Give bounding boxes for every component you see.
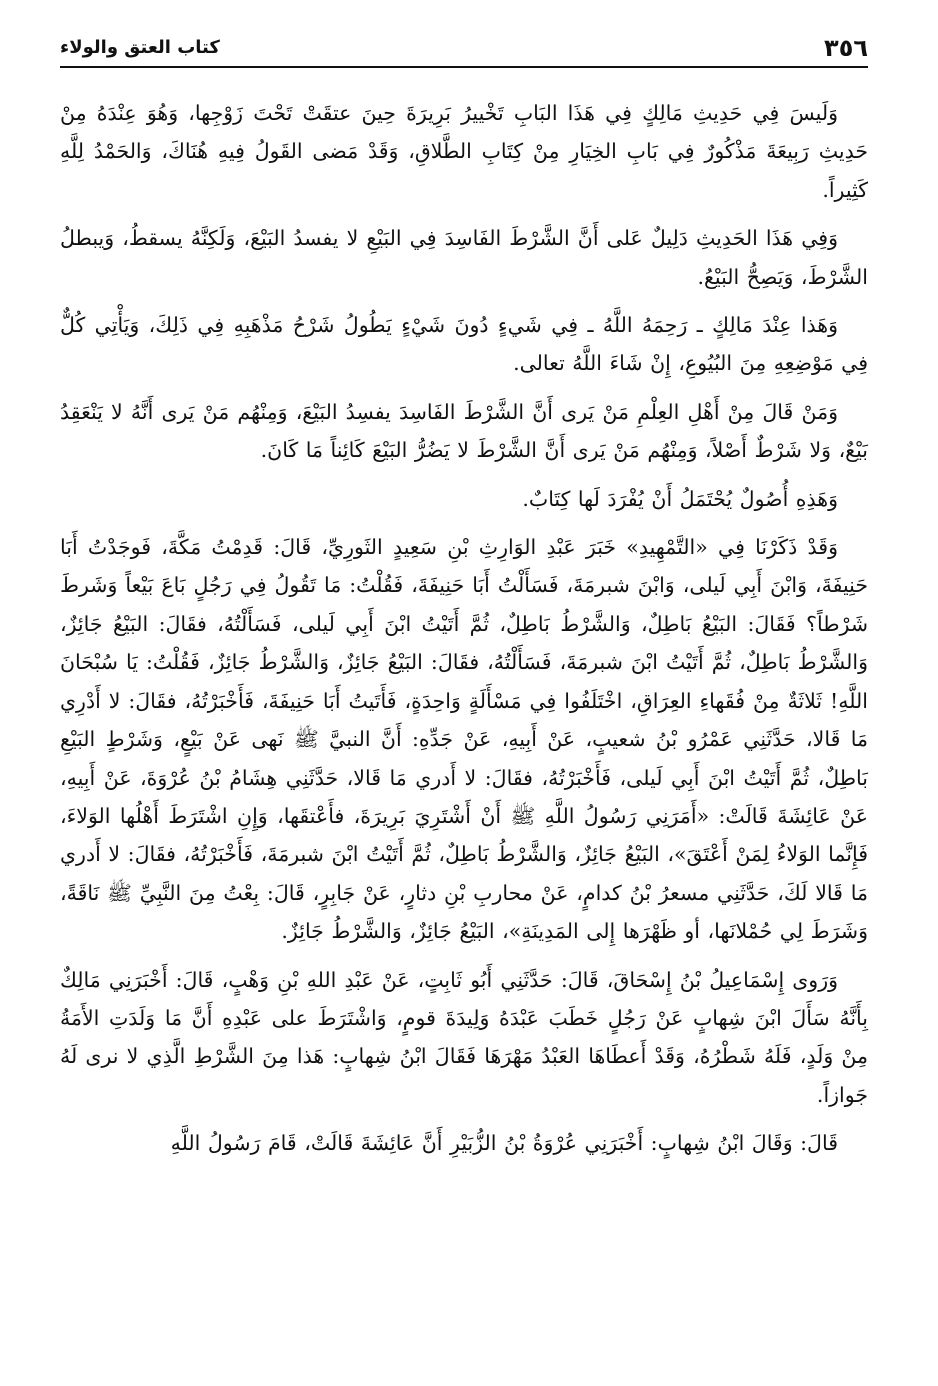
paragraph: وَلَيسَ فِي حَدِيثِ مَالِكٍ فِي هَذَا البَابِ تَخْييرُ بَرِيرَةَ حِينَ عتقَتْ تَحْتَ زَوْجِها، وَهُوَ عِنْدَهُ مِنْ حَدِيثِ رَبِيعَةَ مَذْكُورٌ فِي بَابِ الخِيَارِ مِنْ كِتَابِ الطَّلاقِ، وَقَدْ مَضى القَولُ فِيهِ هُنَاكَ، وَالحَمْدُ لِلَّهِ كَثِيراً. (60, 101, 868, 202)
paragraph: وَقَدْ ذَكَرْنَا فِي «التَّمْهِيدِ» خَبَرَ عَبْدِ الوَارِثِ بْنِ سَعِيدٍ الثَورِيِّ، قَالَ: قَدِمْتُ مَكَّةَ، فَوجَدْتُ أَبَا حَنِيفَةَ، وَابْنَ أَبِي لَيلى، وَابْنَ شبرمَةَ، فَسَأَلْتُ أَبَا حَنِيفَةَ، فَقُلْتُ: مَا تَقُولُ فِي رَجُلٍ بَاعَ بَيْعاً وَشَرطَ شَرْطاً؟ فَقَالَ: البَيْعُ بَاطِلٌ، وَالشَّرْطُ بَاطِلٌ، ثُمَّ أَتَيْتُ ابْنَ أَبِي لَيلى، فَسَأَلْتُهُ، فقَالَ: البَيْعُ جَائِزٌ، وَالشَّرْطُ بَاطِلٌ، ثُمَّ أَتَيْتُ ابْنَ شبرمَةَ، فَسَأَلْتُهُ، فقَالَ: البَيْعُ جَائِزٌ، وَالشَّرْطُ جَائِزٌ، فَقُلْتُ: يَا سُبْحَانَ اللَّهِ! ثَلاثَةٌ مِنْ فُقَهاءِ العِرَاقِ، اخْتَلَفُوا فِي مَسْأَلَةٍ وَاحِدَةٍ، فَأَتَيتُ أَبَا حَنِيفَةَ، فَأَخْبَرْتُهُ، فقَالَ: لا أَدْرِي مَا قَالا، حَدَّثَنِي عَمْرُو بْنُ شعيبٍ، عَنْ أَبِيهِ، عَنْ جَدِّهِ: أَنَّ النبيَّ ﷺ نَهى عَنْ بَيْعٍ، وَشَرْطٍ البَيْعِ بَاطِلٌ، ثُمَّ أَتَيْتُ ابْنَ أَبِي لَيلى، فَأَخْبَرْتُهُ، فقَالَ: لا أَدري مَا قَالا، حَدَّثَنِي هِشَامُ بْنُ عُرْوَةَ، عَنْ أَبِيهِ، عَنْ عَائِشَةَ قَالَتْ: «أَمَرَنِي رَسُولُ اللَّهِ ﷺ أَنْ أَشْتَرِيَ بَرِيرَةَ، فأَعْتقَها، وَإِنِ اشْتَرَطَ أَهْلُها الوَلاءَ، فَإِنَّما الوَلاءُ لِمَنْ أَعْتَقَ»، البَيْعُ جَائِزٌ، وَالشَّرْطُ بَاطِلٌ، ثُمَّ أَتَيْتُ ابْنَ شبرمَةَ، فَأَخْبَرْتُهُ، فقَالَ: لا أَدري مَا قَالا لَكَ، حَدَّثَنِي مسعرُ بْنُ كدامٍ، عَنْ محاربِ بْنِ دثارٍ، عَنْ جَابِرٍ، قَالَ: بِعْتُ مِنَ النَّبِيِّ ﷺ نَاقَةً، وَشَرَطَ لِي حُمْلانَها، أو ظَهْرَها إِلى المَدِينَةِ»، البَيْعُ جَائِزٌ، وَالشَّرْطُ جَائِزٌ. (60, 535, 868, 944)
paragraph: وَهَذِهِ أُصُولٌ يُحْتَمَلُ أَنْ يُفْرَدَ لَها كِتَابٌ. (522, 486, 838, 511)
book-page (60, 30, 868, 1370)
page-number: ٣٥٦ (824, 34, 868, 62)
header-rule (60, 66, 868, 68)
running-title: كتاب العتق والولاء (60, 37, 220, 58)
paragraph: قَالَ: وَقَالَ ابْنُ شِهابٍ: أَخْبَرَنِي عُرْوَةُ بْنُ الزُّبَيْرِ أَنَّ عَائِشَةَ قَالَتْ، قَامَ رَسُولُ اللَّهِ (170, 1131, 838, 1156)
paragraph: وَمَنْ قَالَ مِنْ أَهْلِ العِلْمِ مَنْ يَرى أَنَّ الشَّرْطَ الفَاسِدَ يفسِدُ البَيْعَ، وَمِنْهُم مَنْ يَرى أَنَّهُ لا يَنْعَقِدُ بَيْعٌ، وَلا شَرْطٌ أَصْلاً، وَمِنْهُم مَنْ يَرى أَنَّ الشَّرْطَ لا يَضُرُّ البَيْعَ كَائِناً مَا كَانَ. (60, 399, 868, 463)
paragraph: وَهَذا عِنْدَ مَالِكٍ ـ رَحِمَهُ اللَّهُ ـ فِي شَيءٍ دُونَ شَيْءٍ يَطُولُ شَرْحُ مَذْهَبِهِ فِي ذَلِكَ، وَيَأْتِي كُلٌّ فِي مَوْضِعِهِ مِنَ البُيُوعِ، إِنْ شَاءَ اللَّهُ تعالى. (60, 313, 868, 376)
paragraph: وَفِي هَذَا الحَدِيثِ دَلِيلٌ عَلى أَنَّ الشَّرْطَ الفَاسِدَ فِي البَيْعِ لا يفسدُ البَيْعَ، وَلَكِنَّهُ يسقطُ، وَيبطلُ الشَّرْطَ، وَيَصِحُّ البَيْعُ. (60, 226, 868, 289)
page-header (60, 30, 868, 70)
paragraph: وَرَوى إِسْمَاعِيلُ بْنُ إِسْحَاقَ، قَالَ: حَدَّثَنِي أَبُو ثَابِتٍ، عَنْ عَبْدِ اللهِ بْنِ وَهْبٍ، قَالَ: أَخْبَرَنِي مَالِكٌ بِأَنَّهُ سَأَلَ ابْنَ شِهابٍ عَنْ رَجُلٍ خَطَبَ عَبْدَهُ وَلِيدَةَ قومٍ، وَاشْتَرَطَ على عَبْدِهِ أَنَّ مَا وَلَدَتِ الأَمَةُ مِنْ وَلَدٍ، فَلَهُ شَطْرُهُ، وَقَدْ أَعطَاهَا العَبْدُ مَهْرَهَا فَقَالَ ابْنُ شِهابٍ: هَذا مِنَ الشَّرْطِ الَّذِي لا نرى لَهُ جَوازاً. (60, 967, 868, 1107)
page-body (60, 94, 868, 1173)
